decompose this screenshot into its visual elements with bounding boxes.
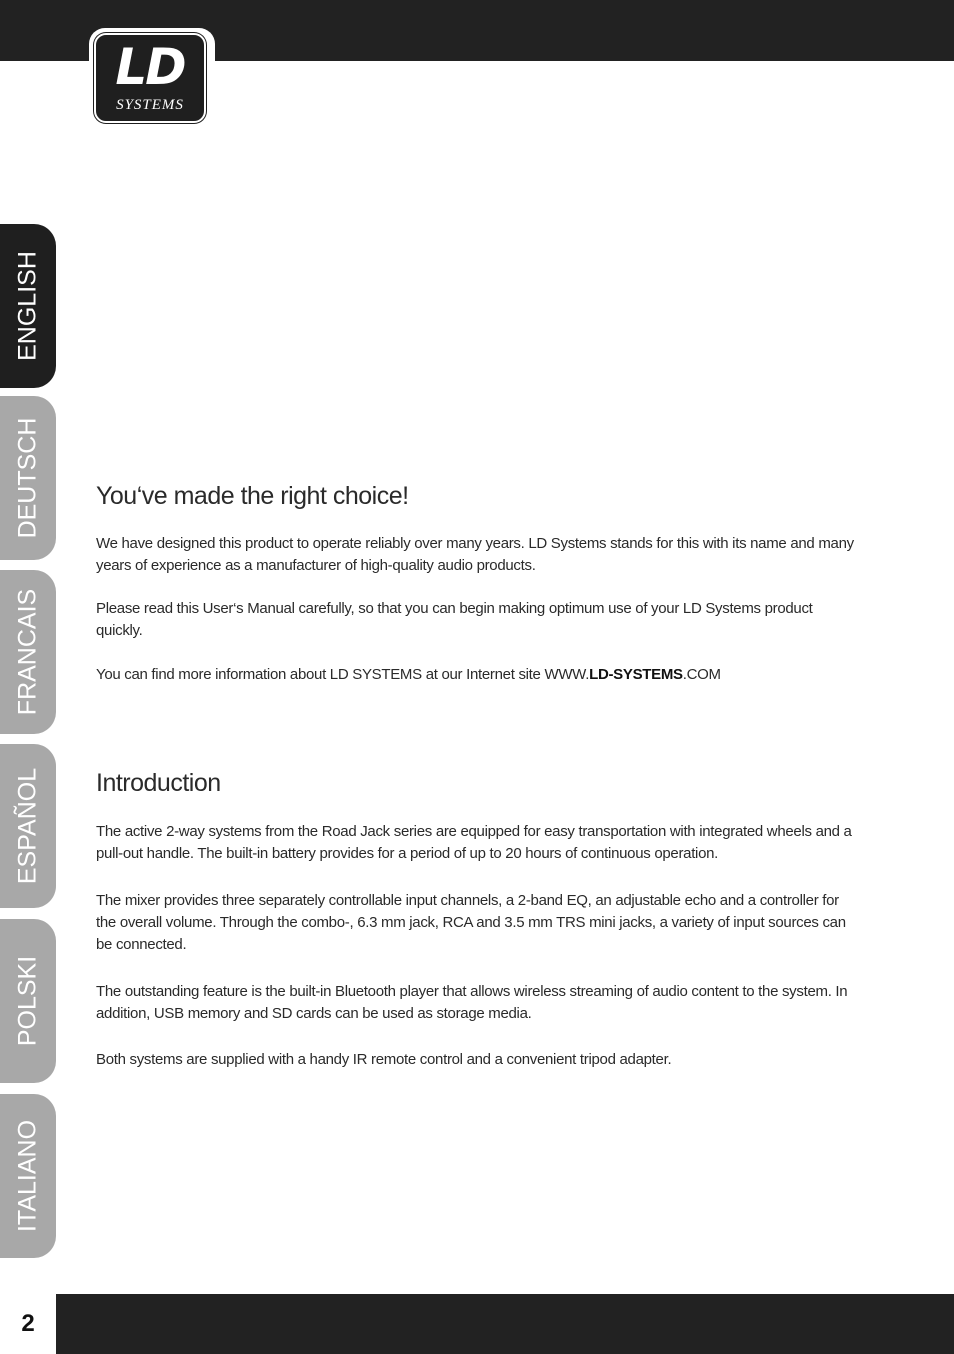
ld-systems-logo <box>89 28 215 128</box>
tab-espanol-label: ESPAÑOL <box>13 767 42 885</box>
tab-english-label: ENGLISH <box>13 251 42 361</box>
tab-italiano[interactable] <box>0 1094 56 1258</box>
paragraph-website <box>96 664 721 686</box>
paragraph-read-manual: Please read this User‘s Manual carefully, so that you can begin making optimum use of your LD Systems product quickly. <box>96 600 813 639</box>
page-number: 2 <box>0 1294 56 1354</box>
tab-italiano-label: ITALIANO <box>13 1119 42 1233</box>
website-suffix: .COM <box>682 666 721 683</box>
tab-espanol[interactable] <box>0 744 56 908</box>
paragraph-bluetooth: The outstanding feature is the built-in Bluetooth player that allows wireless streaming of audio content to the system. In addition, USB memory and SD cards can be used as storage media. <box>96 983 848 1022</box>
website-link-brand[interactable]: LD-SYSTEMS <box>589 666 683 683</box>
tab-polski-label: POLSKI <box>13 955 42 1047</box>
paragraph-transport: The active 2-way systems from the Road Jack series are equipped for easy transportation with integrated wheels and a pull-out handle. The built-in battery provides for a period of up to 20 hours of continuous operation. <box>96 823 852 862</box>
section-heading-introduction: Introduction <box>96 769 221 797</box>
paragraph-accessories: Both systems are supplied with a handy IR remote control and a convenient tripod adapter. <box>96 1051 672 1068</box>
tab-english[interactable] <box>0 224 56 388</box>
section-heading-choice: You‘ve made the right choice! <box>96 482 409 510</box>
paragraph-mixer: The mixer provides three separately controllable input channels, a 2-band EQ, an adjustable echo and a controller for the overall volume. Through the combo-, 6.3 mm jack, RCA and 3.5 mm TRS mini jacks, a variety of input sources can be connected. <box>96 892 846 953</box>
tab-francais[interactable] <box>0 570 56 734</box>
tab-deutsch[interactable] <box>0 396 56 560</box>
logo-subtitle: SYSTEMS <box>116 97 184 113</box>
paragraph-reliability: We have designed this product to operate reliably over many years. LD Systems stands for this with its name and many years of experience as a manufacturer of high-quality audio products. <box>96 535 854 574</box>
logo-badge <box>94 33 206 123</box>
website-prefix: You can find more information about LD SYSTEMS at our Internet site WWW. <box>96 666 590 683</box>
tab-deutsch-label: DEUTSCH <box>13 417 42 539</box>
footer-bar <box>0 1294 954 1354</box>
tab-polski[interactable] <box>0 919 56 1083</box>
logo-mark: LD <box>115 38 185 96</box>
tab-francais-label: FRANCAIS <box>13 588 42 716</box>
